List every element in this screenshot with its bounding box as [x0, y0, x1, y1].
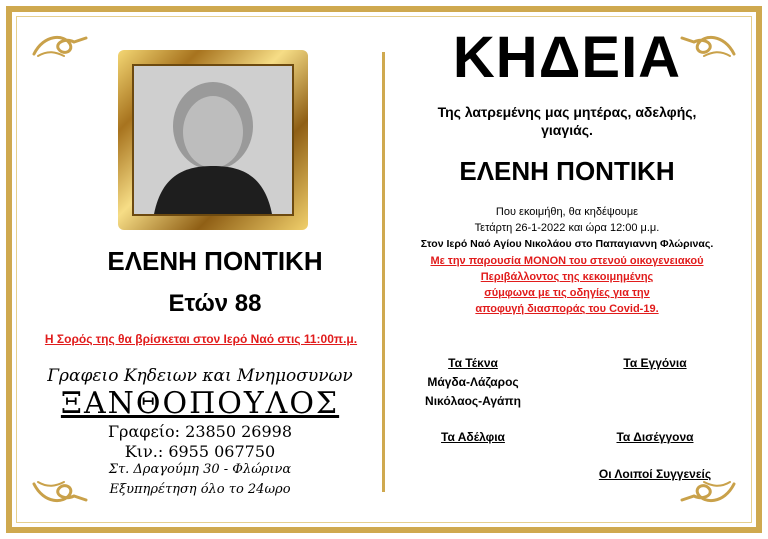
office-address: Στ. Δραγούμη 30 - Φλώρινα — [108, 462, 292, 477]
gold-flourish-icon — [678, 478, 738, 508]
office-name: ΞΑΝΘΟΠΟΥΛΟΣ — [60, 386, 340, 421]
notice-title: ΚΗΔΕΙΑ — [452, 25, 682, 90]
center-divider — [382, 52, 385, 492]
deceased-name-left: ΕΛΕΝΗ ΠΟΝΤΙΚΗ — [107, 246, 323, 276]
office-phone: Γραφείο: 23850 26998 — [107, 422, 293, 441]
info-line-2: Τετάρτη 26-1-2022 και ώρα 12:00 μ.μ. — [474, 222, 660, 234]
subtitle-line-2: γιαγιάς. — [541, 122, 593, 138]
deceased-name-right: ΕΛΕΝΗ ΠΟΝΤΙΚΗ — [459, 156, 675, 186]
grandchildren-label: Τα Εγγόνια — [623, 356, 687, 370]
office-label: Γραφειο Κηδειων και Μνημοσυνων — [47, 366, 353, 386]
children-label: Τα Τέκνα — [448, 356, 498, 370]
age-label: Ετών 88 — [168, 290, 262, 317]
portrait-photo — [132, 64, 294, 216]
covid-notice-line-4: αποφυγή διασποράς του Covid-19. — [475, 303, 659, 315]
church-location: Στον Ιερό Ναό Αγίου Νικολάου στο Παπαγιαννη Φλώρινας. — [420, 238, 714, 250]
portrait-frame — [118, 50, 308, 230]
office-mobile: Κιν.: 6955 067750 — [124, 442, 276, 461]
siblings-label: Τα Αδέλφια — [441, 430, 505, 444]
covid-notice-line-3: σύμφωνα με τις οδηγίες για την — [484, 287, 650, 299]
coffin-notice: Η Σορός της θα βρίσκεται στον Ιερό Ναό στις 11:00π.μ. — [44, 332, 358, 346]
child-1: Μάγδα-Λάζαρος — [427, 375, 519, 389]
gold-flourish-icon — [30, 30, 90, 60]
subtitle-line-1: Της λατρεμένης μας μητέρας, αδελφής, — [437, 104, 697, 120]
covid-notice-line-1: Με την παρουσία ΜΟΝΟΝ του στενού οικογενειακού — [430, 255, 704, 267]
office-service-hours: Εξυπηρέτηση όλο το 24ωρο — [109, 482, 291, 497]
great-grandchildren-label: Τα Δισέγγονα — [616, 430, 694, 444]
child-2: Νικόλαος-Αγάπη — [425, 394, 521, 408]
covid-notice-line-2: Περιβάλλοντος της κεκοιμημένης — [480, 271, 654, 283]
other-relatives-label: Οι Λοιποί Συγγενείς — [598, 467, 712, 481]
info-line-1: Που εκοιμήθη, θα κηδέψουμε — [495, 206, 639, 218]
